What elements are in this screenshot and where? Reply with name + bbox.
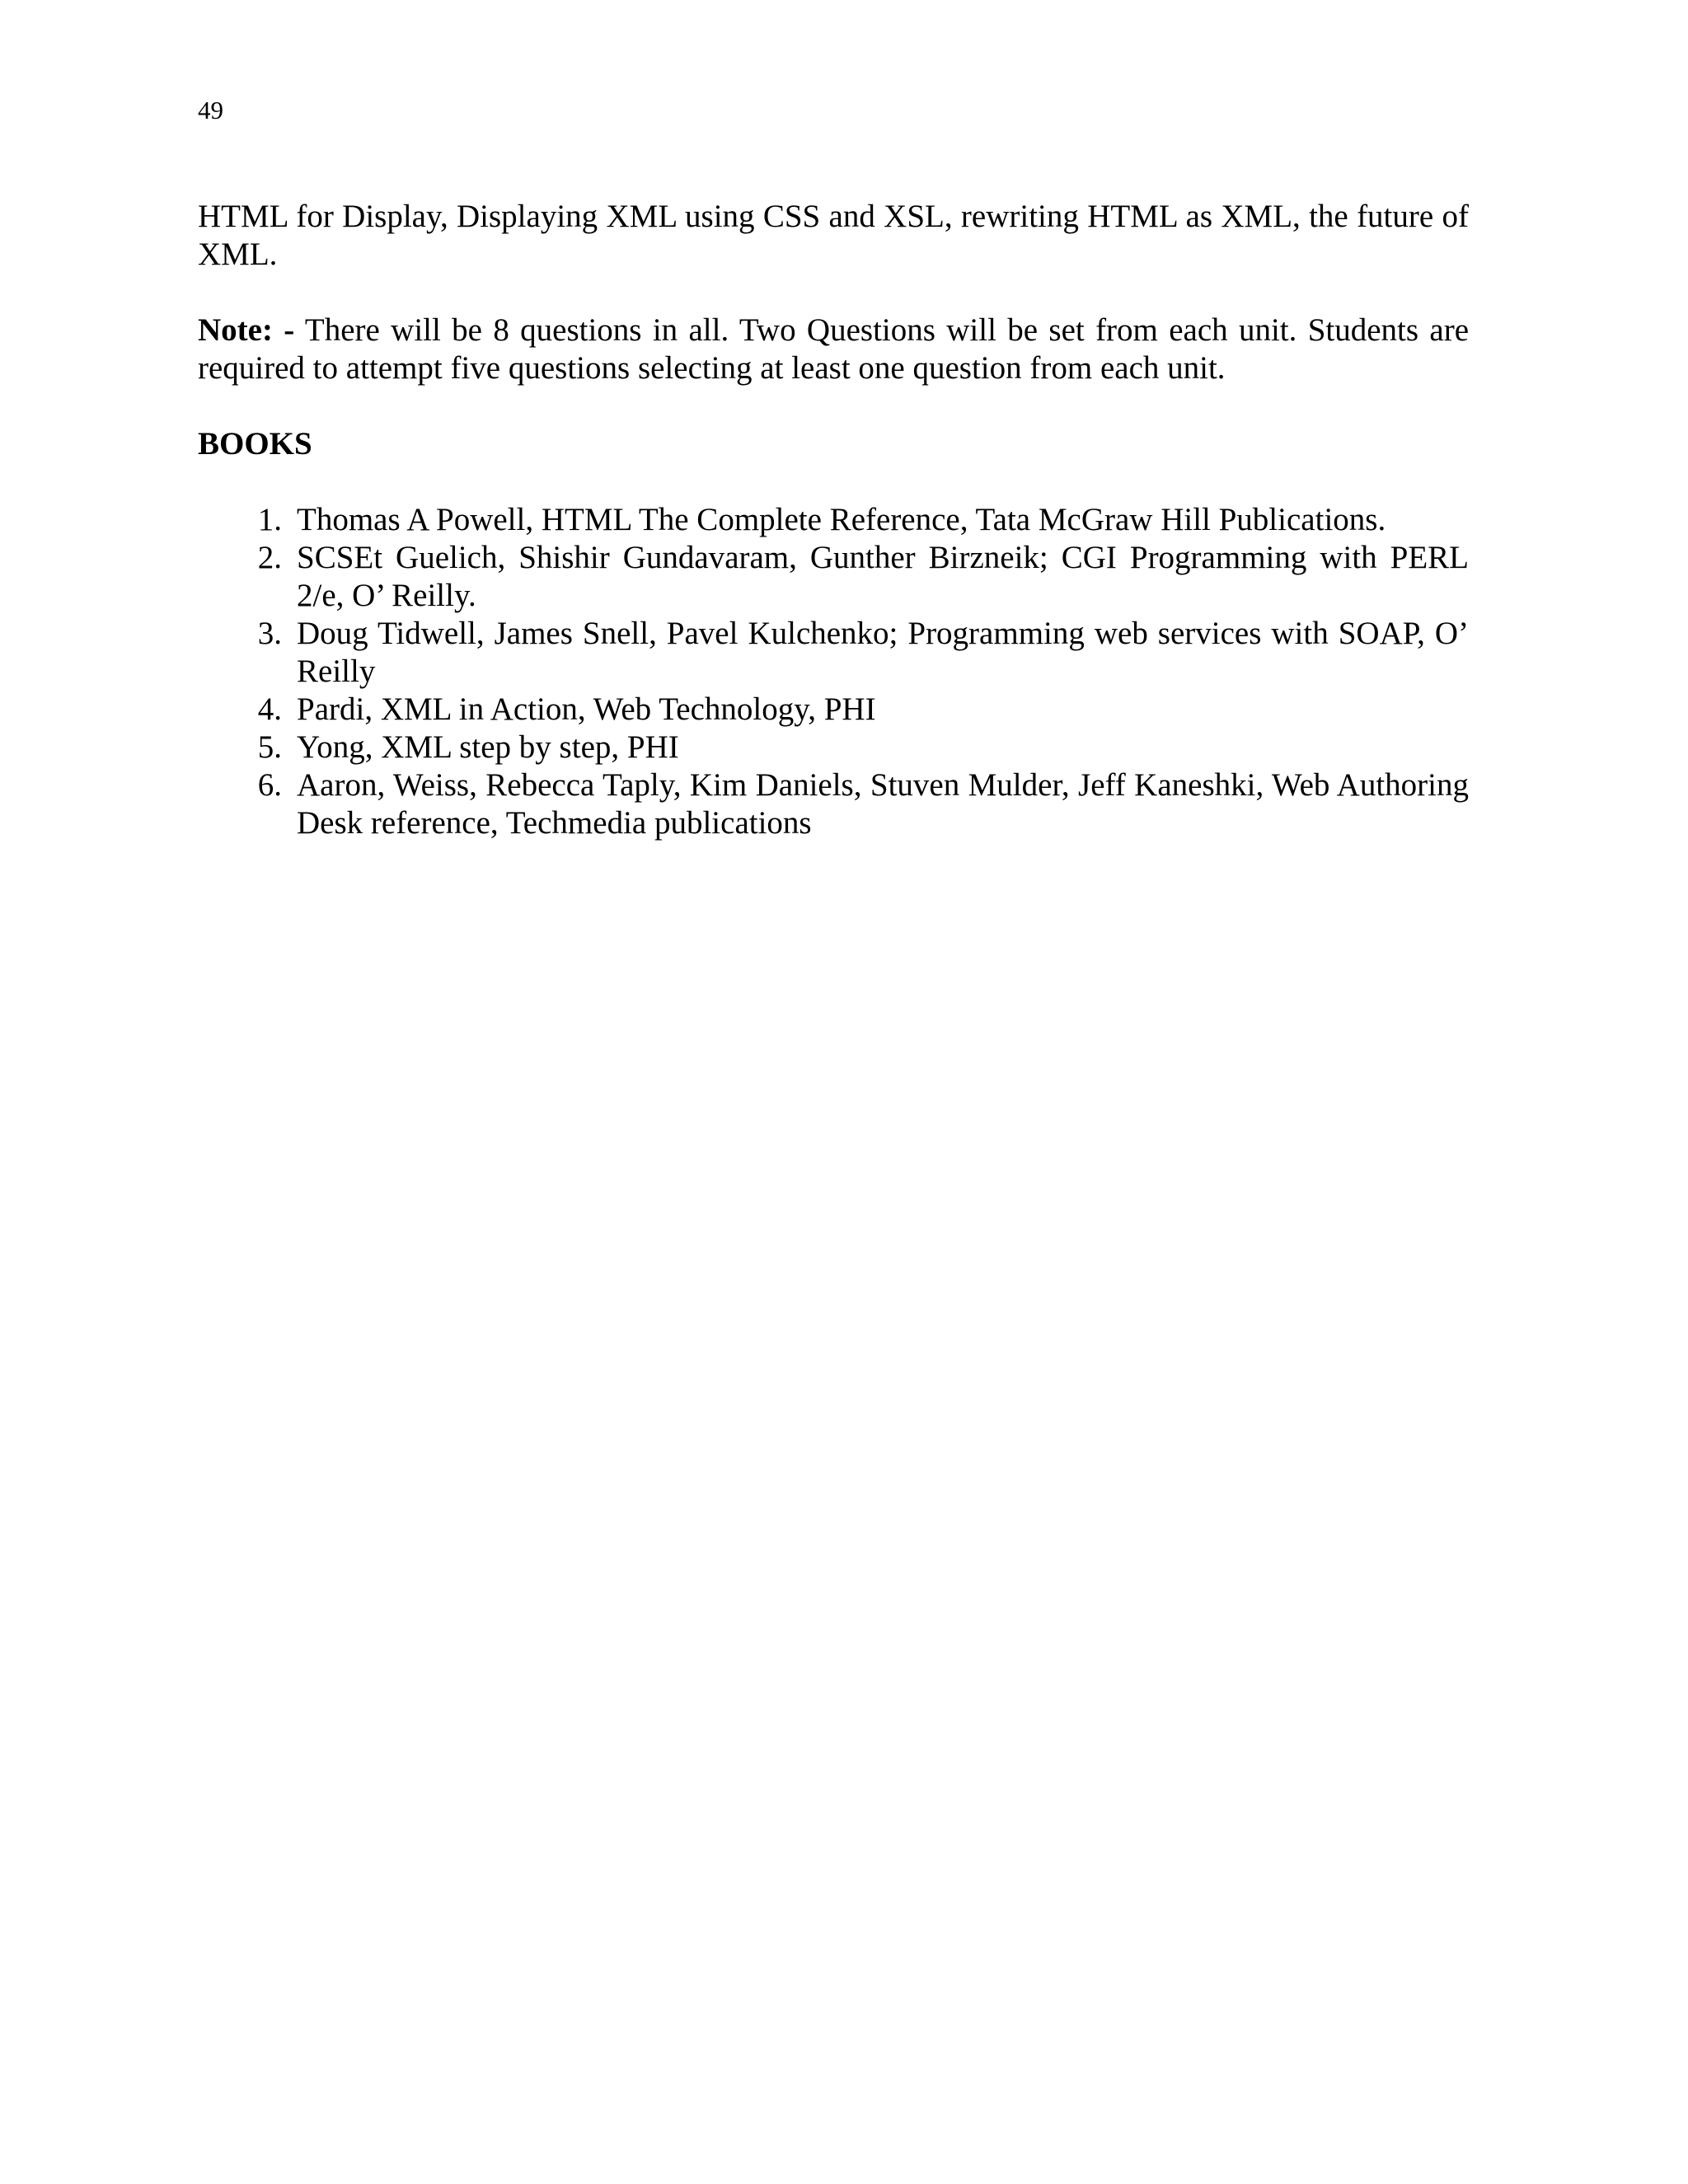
book-text: Pardi, XML in Action, Web Technology, PHI: [297, 691, 876, 727]
book-item: [198, 766, 1469, 842]
intro-paragraph: HTML for Display, Displaying XML using CSS and XSL, rewriting HTML as XML, the future of XML.: [198, 199, 1469, 272]
books-heading: BOOKS: [198, 426, 312, 462]
page-number: 49: [198, 96, 223, 124]
book-text: Thomas A Powell, HTML The Complete Reference, Tata McGraw Hill Publications.: [297, 502, 1386, 537]
book-number: 3.: [257, 616, 282, 651]
book-text: Aaron, Weiss, Rebecca Taply, Kim Daniels, Stuven Mulder, Jeff Kaneshki, Web Authoring Desk reference, Techmedia publications: [297, 767, 1469, 841]
book-item: [198, 691, 1469, 729]
book-item: [198, 615, 1469, 691]
note-text: There will be 8 questions in all. Two Questions will be set from each unit. Students are required to attempt five questions selecting at least one question from each unit.: [198, 312, 1470, 386]
page-content: [198, 198, 1469, 842]
note-paragraph: [198, 312, 1469, 387]
book-number: 2.: [257, 540, 282, 575]
book-item: [198, 539, 1469, 615]
book-item: [198, 729, 1469, 766]
book-text: SCSEt Guelich, Shishir Gundavaram, Gunther Birzneik; CGI Programming with PERL 2/e, O’ Reilly.: [297, 540, 1469, 613]
book-text: Doug Tidwell, James Snell, Pavel Kulchenko; Programming web services with SOAP, O’ Reilly: [297, 616, 1469, 689]
book-number: 4.: [257, 691, 282, 727]
book-item: [198, 501, 1469, 539]
book-number: 5.: [257, 729, 282, 765]
note-label: Note: -: [198, 312, 295, 348]
book-number: 1.: [257, 502, 282, 537]
books-list: [198, 501, 1469, 842]
book-text: Yong, XML step by step, PHI: [297, 729, 679, 765]
book-number: 6.: [257, 767, 282, 803]
